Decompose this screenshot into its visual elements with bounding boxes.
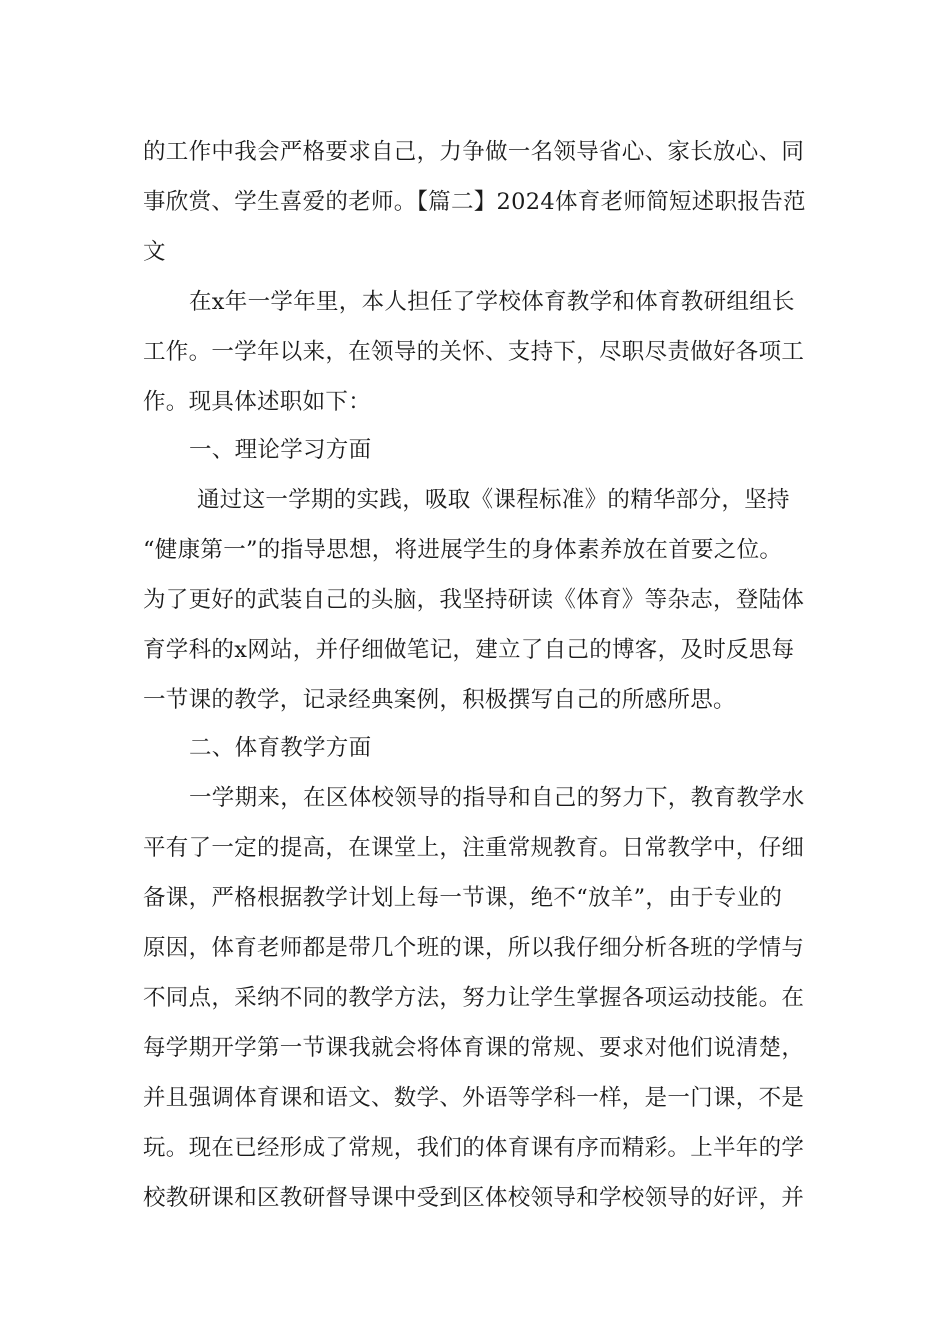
section-heading-2: 二、体育教学方面 xyxy=(189,735,372,761)
text-line-22: 校教研课和区教研督导课中受到区体校领导和学校领导的好评，并 xyxy=(143,1185,805,1211)
text-line-4: 在x年一学年里，本人担任了学校体育教学和体育教研组组长 xyxy=(189,289,795,315)
text-line-19: 每学期开学第一节课我就会将体育课的常规、要求对他们说清楚， xyxy=(143,1035,805,1061)
text-line-6: 作。现具体述职如下： xyxy=(143,389,372,415)
text-line-8: 通过这一学期的实践，吸取《课程标准》的精华部分，坚持 xyxy=(197,487,790,513)
section-heading-1: 一、理论学习方面 xyxy=(189,437,372,463)
text-line-5: 工作。一学年以来，在领导的关怀、支持下，尽职尽责做好各项工 xyxy=(143,339,805,365)
text-line-15: 平有了一定的提高，在课堂上，注重常规教育。日常教学中，仔细 xyxy=(143,835,805,861)
text-line-1: 的工作中我会严格要求自己，力争做一名领导省心、家长放心、同 xyxy=(143,139,805,165)
text-line-14: 一学期来，在区体校领导的指导和自己的努力下，教育教学水 xyxy=(189,785,805,811)
text-line-20: 并且强调体育课和语文、数学、外语等学科一样，是一门课，不是 xyxy=(143,1085,805,1111)
text-line-2: 事欣赏、学生喜爱的老师。【篇二】2024体育老师简短述职报告范 xyxy=(143,189,806,215)
text-line-21: 玩。现在已经形成了常规，我们的体育课有序而精彩。上半年的学 xyxy=(143,1135,805,1161)
text-line-9: “健康第一”的指导思想，将进展学生的身体素养放在首要之位。 xyxy=(143,537,783,563)
text-line-17: 原因，体育老师都是带几个班的课，所以我仔细分析各班的学情与 xyxy=(143,935,805,961)
text-line-10: 为了更好的武装自己的头脑，我坚持研读《体育》等杂志，登陆体 xyxy=(143,587,805,613)
text-line-11: 育学科的x网站，并仔细做笔记，建立了自己的博客，及时反思每 xyxy=(143,637,795,663)
text-line-16: 备课，严格根据教学计划上每一节课，绝不“放羊”，由于专业的 xyxy=(143,885,783,911)
text-line-3: 文 xyxy=(143,239,166,265)
text-line-18: 不同点，采纳不同的教学方法，努力让学生掌握各项运动技能。在 xyxy=(143,985,805,1011)
text-line-12: 一节课的教学，记录经典案例，积极撰写自己的所感所思。 xyxy=(143,687,736,713)
